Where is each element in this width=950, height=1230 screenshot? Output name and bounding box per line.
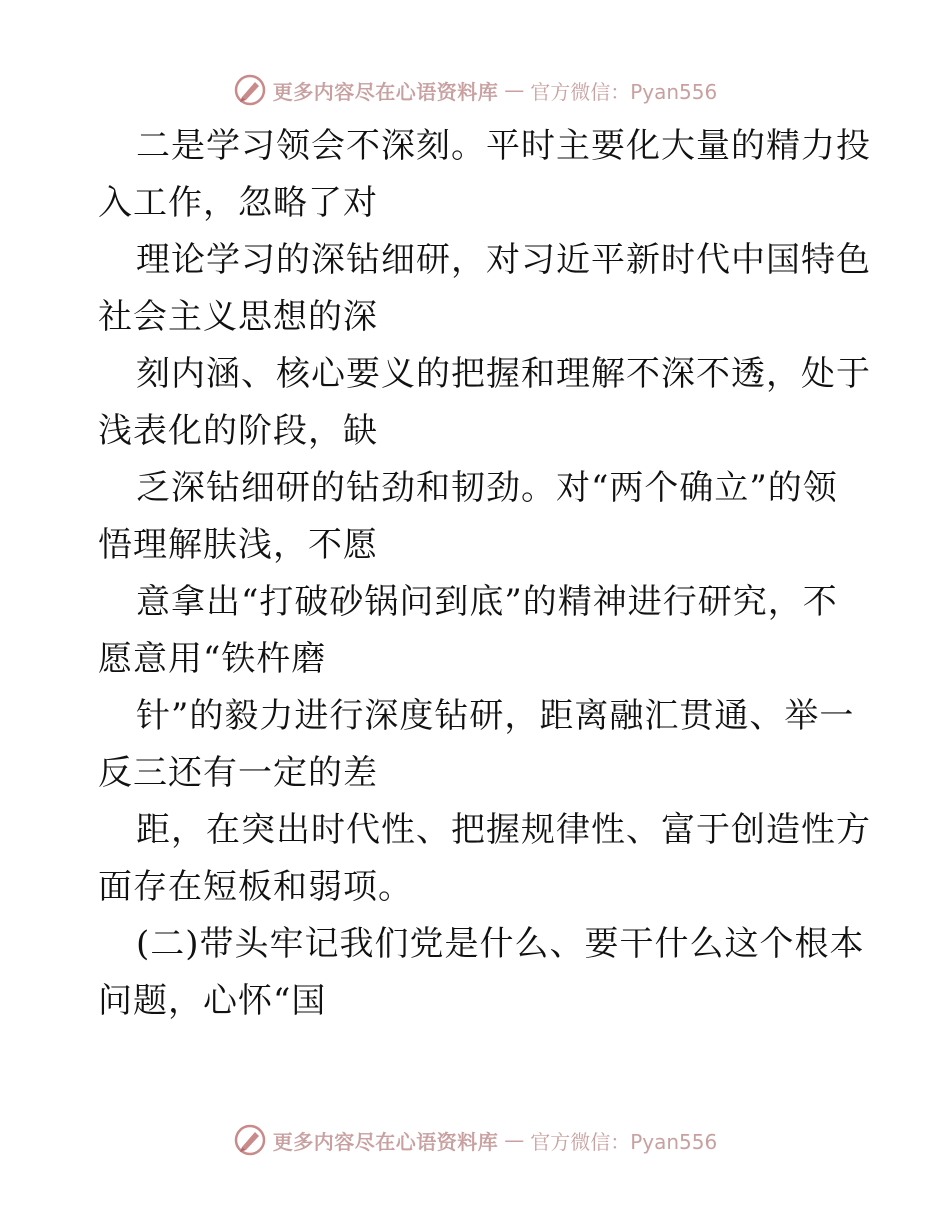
watermark-separator: — bbox=[504, 78, 525, 102]
text-line: 面存在短板和弱项。 bbox=[98, 867, 413, 907]
text-line: 反三还有一定的差 bbox=[98, 753, 378, 793]
pen-circle-logo-icon bbox=[233, 73, 267, 107]
text-line: 悟理解肤浅，不愿 bbox=[98, 525, 378, 565]
text-line: 社会主义思想的深 bbox=[98, 297, 378, 337]
watermark-sub-text: 官方微信：Pyan556 bbox=[530, 1129, 718, 1154]
text-line: 刻内涵、核心要义的把握和理解不深不透，处于 bbox=[136, 354, 871, 394]
text-line: 二是学习领会不深刻。平时主要化大量的精力投 bbox=[136, 126, 871, 166]
text-line: (二)带头牢记我们党是什么、要干什么这个根本 bbox=[136, 924, 865, 964]
pen-circle-logo-icon bbox=[233, 1123, 267, 1157]
watermark-sub-text: 官方微信：Pyan556 bbox=[530, 79, 718, 104]
footer-watermark bbox=[0, 1120, 950, 1160]
watermark-main-text: 更多内容尽在心语资料库 bbox=[272, 1129, 499, 1154]
text-line: 针”的毅力进行深度钻研，距离融汇贯通、举一 bbox=[136, 696, 855, 736]
text-line: 问题，心怀“国 bbox=[98, 981, 327, 1021]
text-line: 距，在突出时代性、把握规律性、富于创造性方 bbox=[136, 810, 871, 850]
text-line: 理论学习的深钻细研，对习近平新时代中国特色 bbox=[136, 240, 871, 280]
body-text bbox=[98, 118, 871, 1030]
text-line: 浅表化的阶段，缺 bbox=[98, 411, 378, 451]
text-line: 乏深钻细研的钻劲和韧劲。对“两个确立”的领 bbox=[136, 468, 838, 508]
text-line: 愿意用“铁杵磨 bbox=[98, 639, 327, 679]
watermark-separator: — bbox=[504, 1128, 525, 1152]
text-line: 意拿出“打破砂锅问到底”的精神进行研究，不 bbox=[136, 582, 838, 622]
watermark-main-text: 更多内容尽在心语资料库 bbox=[272, 79, 499, 104]
text-line: 入工作，忽略了对 bbox=[98, 183, 378, 223]
header-watermark bbox=[0, 70, 950, 110]
